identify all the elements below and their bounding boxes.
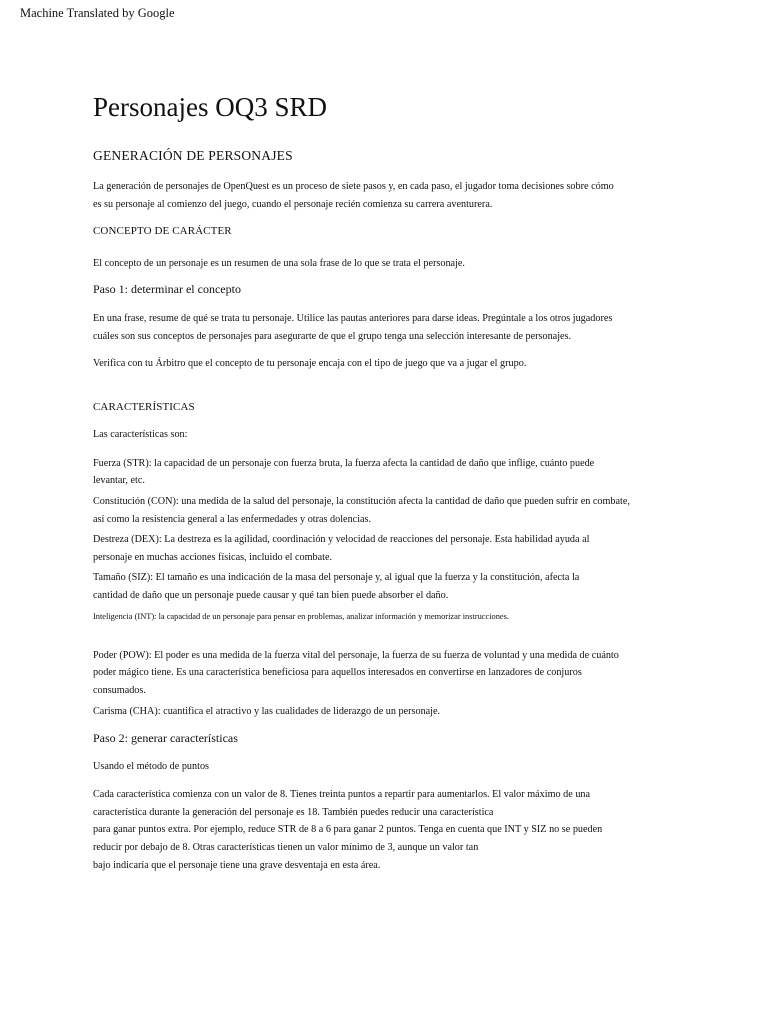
str-description-line-2: levantar, etc. (93, 475, 145, 486)
pow-description-line-3: consumados. (93, 685, 146, 696)
heading-points-method: Usando el método de puntos (93, 761, 210, 772)
con-description-line-2: así como la resistencia general a las enfermedades y otras dolencias. (93, 514, 372, 525)
concept-description: El concepto de un personaje es un resumen de una sola frase de lo que se trata el personaje. (93, 258, 465, 269)
generation-intro-line-2: es su personaje al comienzo del juego, cuando el personaje recién comienza su carrera aventurera. (93, 199, 493, 210)
step-1-paragraph-line-1: En una frase, resume de qué se trata tu personaje. Utilice las pautas anteriores para darse ideas. Pregúntale a los otros jugadores (93, 313, 613, 324)
pow-description-line-2: poder mágico tiene. Es una característica beneficiosa para aquellos interesados en convertirse en lanzadores de conjuros (93, 667, 582, 678)
heading-step-1: Paso 1: determinar el concepto (93, 282, 241, 296)
pow-description-line-1: Poder (POW): El poder es una medida de la fuerza vital del personaje, la fuerza de su fuerza de voluntad y una medida de cuánto (93, 650, 619, 661)
str-description-line-1: Fuerza (STR): la capacidad de un personaje con fuerza bruta, la fuerza afecta la cantidad de daño que inflige, cuánto puede (93, 458, 595, 469)
cha-description: Carisma (CHA): cuantifica el atractivo y las cualidades de liderazgo de un personaje. (93, 706, 441, 717)
con-description-line-1: Constitución (CON): una medida de la salud del personaje, la constitución afecta la cantidad de daño que pueden sufrir en combate, (93, 496, 630, 507)
heading-characteristics: CARACTERÍSTICAS (93, 401, 195, 413)
points-paragraph-line-5: bajo indicaría que el personaje tiene una grave desventaja en esta área. (93, 860, 381, 871)
siz-description-line-1: Tamaño (SIZ): El tamaño es una indicación de la masa del personaje y, al igual que la fuerza y la constitución, afecta la (93, 572, 580, 583)
machine-translation-banner: Machine Translated by Google (20, 6, 175, 20)
points-paragraph-line-2: característica durante la generación del personaje es 18. También puedes reducir una característica (93, 807, 494, 818)
heading-step-2: Paso 2: generar características (93, 731, 238, 745)
dex-description-line-1: Destreza (DEX): La destreza es la agilidad, coordinación y velocidad de reacciones del personaje. Esta habilidad ayuda al (93, 534, 590, 545)
generation-intro-line-1: La generación de personajes de OpenQuest es un proceso de siete pasos y, en cada paso, el jugador toma decisiones sobre cómo (93, 181, 614, 192)
step-1-paragraph-line-2: cuáles son sus conceptos de personajes para asegurarte de que el grupo tenga una selección interesante de personajes. (93, 331, 572, 342)
dex-description-line-2: personaje en muchas acciones físicas, incluido el combate. (93, 552, 333, 563)
step-1-paragraph-2: Verifica con tu Árbitro que el concepto de tu personaje encaja con el tipo de juego que va a jugar el grupo. (93, 358, 527, 369)
characteristics-intro: Las características son: (93, 429, 188, 440)
heading-character-concept: CONCEPTO DE CARÁCTER (93, 225, 232, 237)
int-description: Inteligencia (INT): la capacidad de un personaje para pensar en problemas, analizar información y memorizar instrucciones. (93, 612, 510, 621)
heading-character-generation: GENERACIÓN DE PERSONAJES (93, 148, 293, 163)
points-paragraph-line-1: Cada característica comienza con un valor de 8. Tienes treinta puntos a repartir para aumentarlos. El valor máximo de una (93, 789, 591, 800)
points-paragraph-line-4: reducir por debajo de 8. Otras características tienen un valor mínimo de 3, aunque un valor tan (93, 842, 479, 853)
document-title: Personajes OQ3 SRD (93, 92, 327, 122)
points-paragraph-line-3: para ganar puntos extra. Por ejemplo, reduce STR de 8 a 6 para ganar 2 puntos. Tenga en cuenta que INT y SIZ no se pueden (93, 824, 603, 835)
siz-description-line-2: cantidad de daño que un personaje puede causar y qué tan bien puede absorber el daño. (93, 590, 449, 601)
